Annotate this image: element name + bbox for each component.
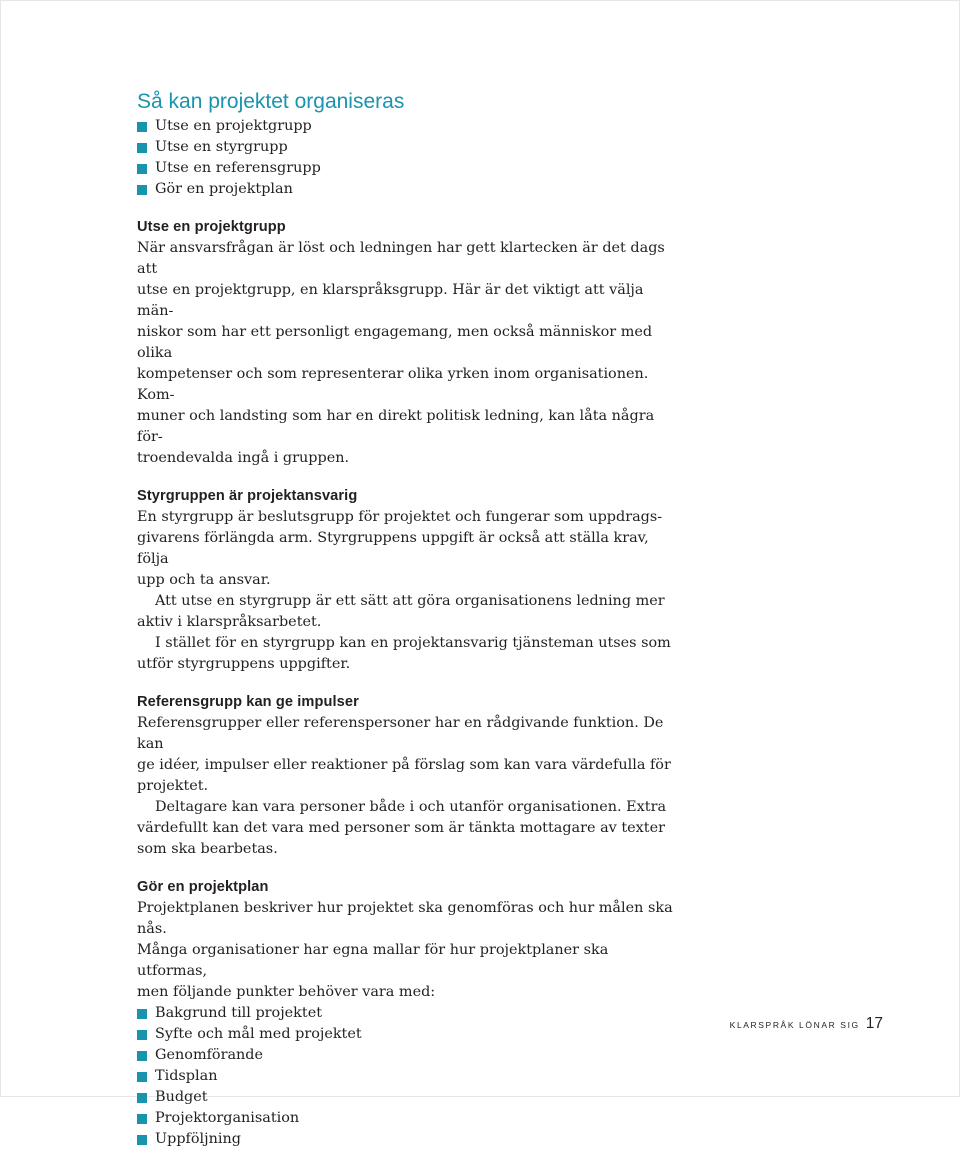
list-item: Projektorganisation — [137, 1108, 677, 1129]
list-item: Genomförande — [137, 1045, 677, 1066]
section-paragraph: I stället för en styrgrupp kan en projektansvarig tjänsteman utses som utför styrgruppens uppgifter. — [137, 635, 671, 672]
section-paragraph: Deltagare kan vara personer både i och utanför organisationen. Extra värdefullt kan det vara med personer som är tänkta mottagare av texter som ska bearbetas. — [137, 799, 667, 857]
square-bullet-icon — [137, 185, 147, 195]
projektplan-list — [137, 1003, 677, 1150]
list-item: Uppföljning — [137, 1129, 677, 1150]
section-paragraph: Projektplanen beskriver hur projektet ska genomföras och hur målen ska nås. Många organisationer har egna mallar för hur projektplaner ska utformas, men följande punkter behöver vara med: — [137, 900, 673, 1000]
section-paragraph: En styrgrupp är beslutsgrupp för projektet och fungerar som uppdrags- givarens förlängda arm. Styrgruppens uppgift är också att ställa krav, följa upp och ta ansvar. — [137, 509, 663, 588]
list-item: Tidsplan — [137, 1066, 677, 1087]
square-bullet-icon — [137, 1009, 147, 1019]
list-item: Utse en projektgrupp — [137, 116, 677, 137]
square-bullet-icon — [137, 164, 147, 174]
list-item: Syfte och mål med projektet — [137, 1024, 677, 1045]
page-number: 17 — [865, 1015, 883, 1032]
list-item: Budget — [137, 1087, 677, 1108]
square-bullet-icon — [137, 143, 147, 153]
section-heading: Utse en projektgrupp — [137, 219, 286, 235]
square-bullet-icon — [137, 1051, 147, 1061]
list-item: Utse en styrgrupp — [137, 137, 677, 158]
list-item: Gör en projektplan — [137, 179, 677, 200]
section-paragraph: Att utse en styrgrupp är ett sätt att göra organisationens ledning mer aktiv i klarspråksarbetet. — [137, 593, 665, 630]
section-referensgrupp — [137, 692, 677, 860]
list-item: Bakgrund till projektet — [137, 1003, 677, 1024]
square-bullet-icon — [137, 1072, 147, 1082]
square-bullet-icon — [137, 1093, 147, 1103]
page-title: Så kan projektet organiseras — [137, 90, 405, 113]
intro-list — [137, 116, 677, 200]
section-styrgrupp — [137, 486, 677, 675]
section-paragraph: Referensgrupper eller referenspersoner har en rådgivande funktion. De kan ge idéer, impulser eller reaktioner på förslag som kan vara värdefulla för projektet. — [137, 715, 671, 794]
section-projektplan — [137, 877, 677, 1150]
square-bullet-icon — [137, 1030, 147, 1040]
square-bullet-icon — [137, 122, 147, 132]
page-content — [137, 88, 677, 1150]
section-paragraph: När ansvarsfrågan är löst och ledningen har gett klartecken är det dags att utse en projektgrupp, en klarspråksgrupp. Här är det viktigt att välja män- niskor som har ett personligt engagemang, men också människor med olika kompetenser och som representerar olika yrken inom organisationen. Kom- muner och landsting som har en direkt politisk ledning, kan låta några för- troendevalda ingå i gruppen. — [137, 240, 665, 466]
section-heading: Styrgruppen är projektansvarig — [137, 488, 358, 504]
section-heading: Gör en projektplan — [137, 879, 269, 895]
footer-label: KLARSPRÅK LÖNAR SIG — [729, 1020, 860, 1030]
square-bullet-icon — [137, 1135, 147, 1145]
square-bullet-icon — [137, 1114, 147, 1124]
section-heading: Referensgrupp kan ge impulser — [137, 694, 359, 710]
page-footer — [730, 1015, 883, 1033]
list-item: Utse en referensgrupp — [137, 158, 677, 179]
section-projektgrupp — [137, 217, 677, 469]
